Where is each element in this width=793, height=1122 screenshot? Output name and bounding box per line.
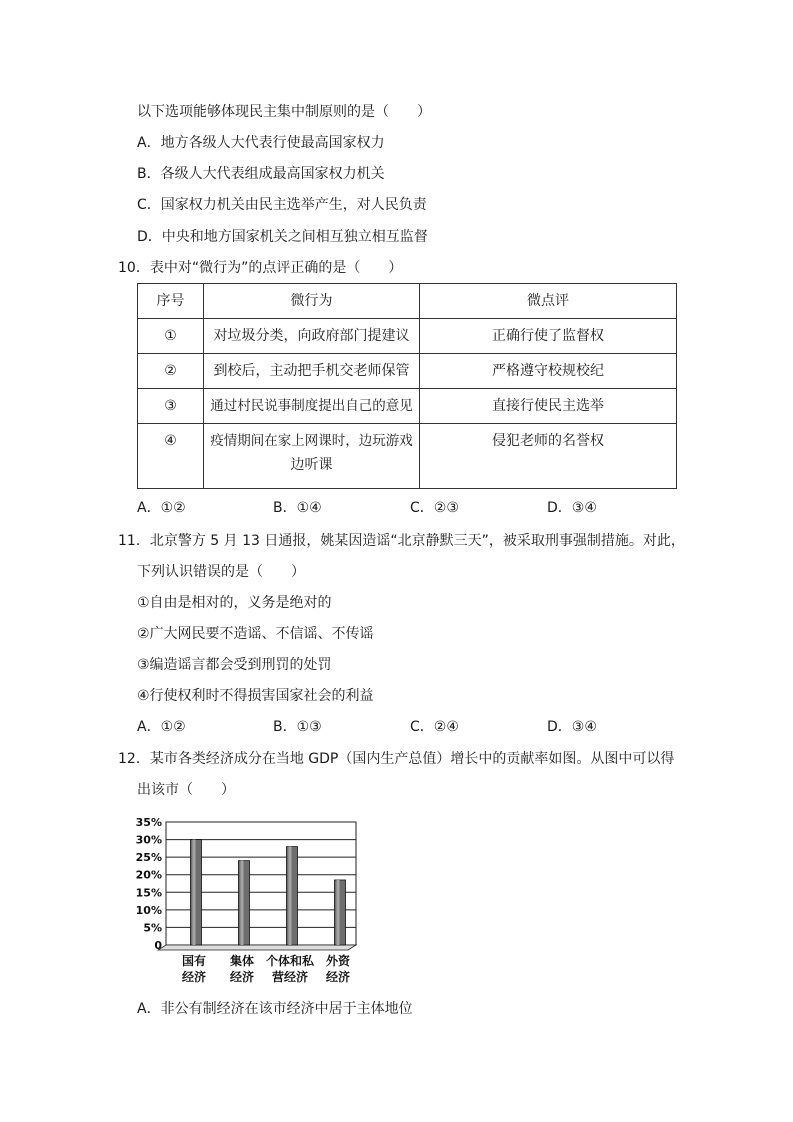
q10-option-b[interactable]: B．①④ [273, 500, 322, 516]
q9-option-d[interactable]: D．中央和地方国家机关之间相互独立相互监督 [137, 229, 428, 245]
x-category-label: 营经济 [271, 970, 309, 984]
table-row [138, 354, 677, 389]
q10-option-c[interactable]: C．②③ [410, 500, 459, 516]
row-comment: 正确行使了监督权 [420, 319, 677, 354]
q11-stem-line-1: 11．北京警方 5 月 13 日通报，姚某因造谣“北京静默三天”，被采取刑事强制措施。对此， [118, 533, 685, 549]
table-header-comment: 微点评 [420, 284, 677, 319]
q11-stem-line-2: 下列认识错误的是（ ） [137, 564, 305, 580]
x-category-label: 经济 [229, 970, 255, 984]
bar [335, 880, 346, 945]
q12-stem-line-2: 出该市（ ） [137, 782, 235, 798]
x-category-label: 外资 [325, 954, 351, 968]
q11-statement-4: ④行使权利时不得损害国家社会的利益 [137, 688, 374, 704]
bar [239, 861, 250, 945]
q10-options [137, 498, 657, 518]
q9-stem: 以下选项能够体现民主集中制原则的是（ ） [137, 104, 431, 120]
q9-option-c[interactable]: C．国家权力机关由民主选举产生，对人民负责 [137, 197, 427, 213]
gdp-contribution-bar-chart [136, 811, 366, 986]
bar [191, 840, 202, 945]
q12-option-a[interactable]: A．非公有制经济在该市经济中居于主体地位 [137, 1001, 413, 1017]
table-header-behavior: 微行为 [204, 284, 420, 319]
x-category-label: 国有 [181, 954, 207, 968]
y-tick-label: 10% [136, 903, 162, 917]
q11-statement-2: ②广大网民要不造谣、不信谣、不传谣 [137, 626, 374, 642]
row-behavior: 通过村民说事制度提出自己的意见 [204, 389, 420, 424]
row-number: ② [138, 354, 204, 389]
bar-highlight [241, 861, 244, 945]
row-behavior-line-2: 边听课 [290, 457, 333, 473]
y-tick-label: 30% [136, 833, 162, 847]
x-category-label: 个体和私 [265, 954, 315, 968]
row-behavior: 对垃圾分类，向政府部门提建议 [204, 319, 420, 354]
y-tick-label: 0 [154, 939, 162, 952]
y-tick-label: 15% [136, 886, 162, 900]
x-category-label: 集体 [229, 954, 255, 968]
q11-statement-3: ③编造谣言都会受到刑罚的处罚 [137, 657, 332, 673]
table-row [138, 424, 677, 489]
table-row [138, 389, 677, 424]
q9-option-a[interactable]: A．地方各级人大代表行使最高国家权力 [137, 135, 385, 151]
q11-option-b[interactable]: B．①③ [273, 719, 322, 735]
q12-stem-line-1: 12．某市各类经济成分在当地 GDP（国内生产总值）增长中的贡献率如图。从图中可以得 [118, 751, 675, 767]
q11-statement-1: ①自由是相对的，义务是绝对的 [137, 595, 332, 611]
y-tick-label: 25% [136, 851, 162, 865]
row-comment: 侵犯老师的名誉权 [420, 424, 677, 489]
y-tick-label: 20% [136, 868, 162, 882]
q10-option-d[interactable]: D．③④ [547, 500, 597, 516]
row-number: ④ [138, 424, 204, 489]
chart-floor [158, 945, 356, 950]
bar-highlight [193, 840, 196, 945]
bar-highlight [289, 847, 292, 945]
y-tick-label: 35% [136, 816, 162, 829]
row-behavior: 到校后，主动把手机交老师保管 [204, 354, 420, 389]
row-behavior-line-1: 疫情期间在家上网课时，边玩游戏 [210, 433, 413, 449]
q10-table [137, 283, 677, 489]
row-number: ① [138, 319, 204, 354]
bar-highlight [337, 880, 340, 945]
bar [287, 847, 298, 945]
q10-stem: 10．表中对“微行为”的点评正确的是（ ） [118, 260, 403, 276]
x-category-label: 经济 [325, 970, 351, 984]
x-category-label: 经济 [181, 970, 207, 984]
row-comment: 直接行使民主选举 [420, 389, 677, 424]
q10-option-a[interactable]: A．①② [137, 500, 186, 516]
table-header-no: 序号 [138, 284, 204, 319]
y-tick-label: 5% [143, 921, 162, 935]
table-header-row [138, 284, 677, 319]
q11-option-a[interactable]: A．①② [137, 719, 186, 735]
row-comment: 严格遵守校规校纪 [420, 354, 677, 389]
table-row [138, 319, 677, 354]
q9-option-b[interactable]: B．各级人大代表组成最高国家权力机关 [137, 166, 385, 182]
q11-option-c[interactable]: C．②④ [410, 719, 459, 735]
q11-options [137, 717, 657, 737]
row-number: ③ [138, 389, 204, 424]
q11-option-d[interactable]: D．③④ [547, 719, 597, 735]
row-behavior [204, 424, 420, 489]
